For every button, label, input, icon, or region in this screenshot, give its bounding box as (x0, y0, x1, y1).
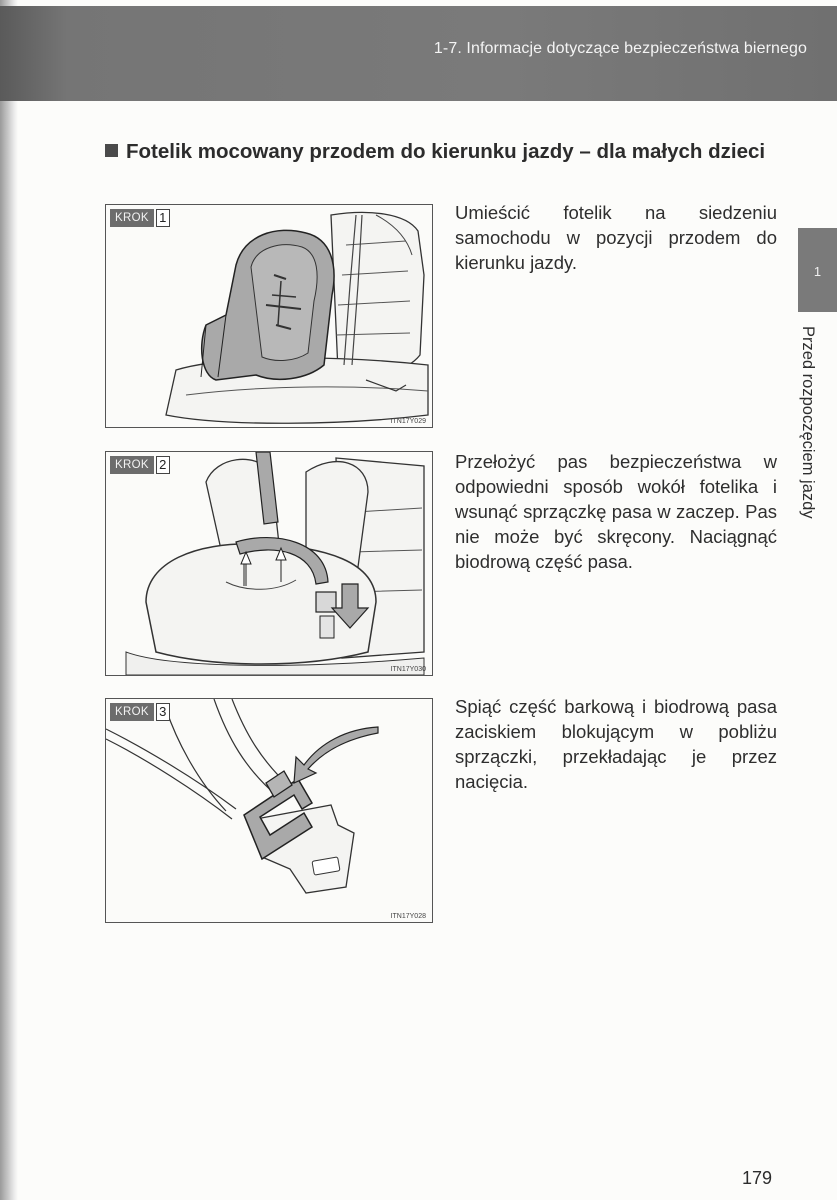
belt-routing-illustration (106, 452, 432, 675)
step-1-number: 1 (156, 209, 170, 227)
chapter-tab (798, 228, 837, 312)
locking-clip-illustration (106, 699, 432, 922)
step-2-figure (105, 451, 433, 676)
step-1-label (110, 209, 170, 227)
section-heading (105, 140, 795, 164)
step-3-krok-word: KROK (110, 703, 154, 721)
step-1-text: Umieścić fotelik na siedzeniu samochodu w pozycji przodem do kierunku jazdy. (455, 202, 777, 273)
header-section-title: 1-7. Informacje dotyczące bezpieczeństwa biernego (433, 40, 807, 57)
child-seat-on-car-seat-illustration (106, 205, 432, 427)
heading-bullet-icon (105, 144, 118, 157)
step-2-label (110, 456, 170, 474)
step-3-number: 3 (156, 703, 170, 721)
step-1-figure-code: ITN17Y029 (390, 418, 426, 425)
step-2-krok-word: KROK (110, 456, 154, 474)
step-3-label (110, 703, 170, 721)
chapter-title: Przed rozpoczęciem jazdy (799, 326, 817, 519)
page-number: 179 (742, 1168, 773, 1188)
page-binding-shadow (0, 0, 18, 1200)
step-1-krok-word: KROK (110, 209, 154, 227)
chapter-number: 1 (813, 264, 822, 279)
step-3-text: Spiąć część barkową i biodrową pasa zaciskiem blokującym w pobliżu sprzączki, przekładając je przez nacięcia. (455, 696, 777, 792)
step-2-figure-code: ITN17Y030 (390, 666, 426, 673)
page-header (0, 6, 837, 101)
section-heading-text: Fotelik mocowany przodem do kierunku jazdy – dla małych dzieci (126, 140, 766, 163)
step-3-figure (105, 698, 433, 923)
step-2-text: Przełożyć pas bezpieczeństwa w odpowiedni sposób wokół fotelika i wsunąć sprzączkę pasa w zaczep. Pas nie może być skręcony. Naciągnąć biodrową część pasa. (455, 451, 777, 572)
step-2-number: 2 (156, 456, 170, 474)
step-1-figure (105, 204, 433, 428)
step-3-figure-code: ITN17Y028 (390, 913, 426, 920)
